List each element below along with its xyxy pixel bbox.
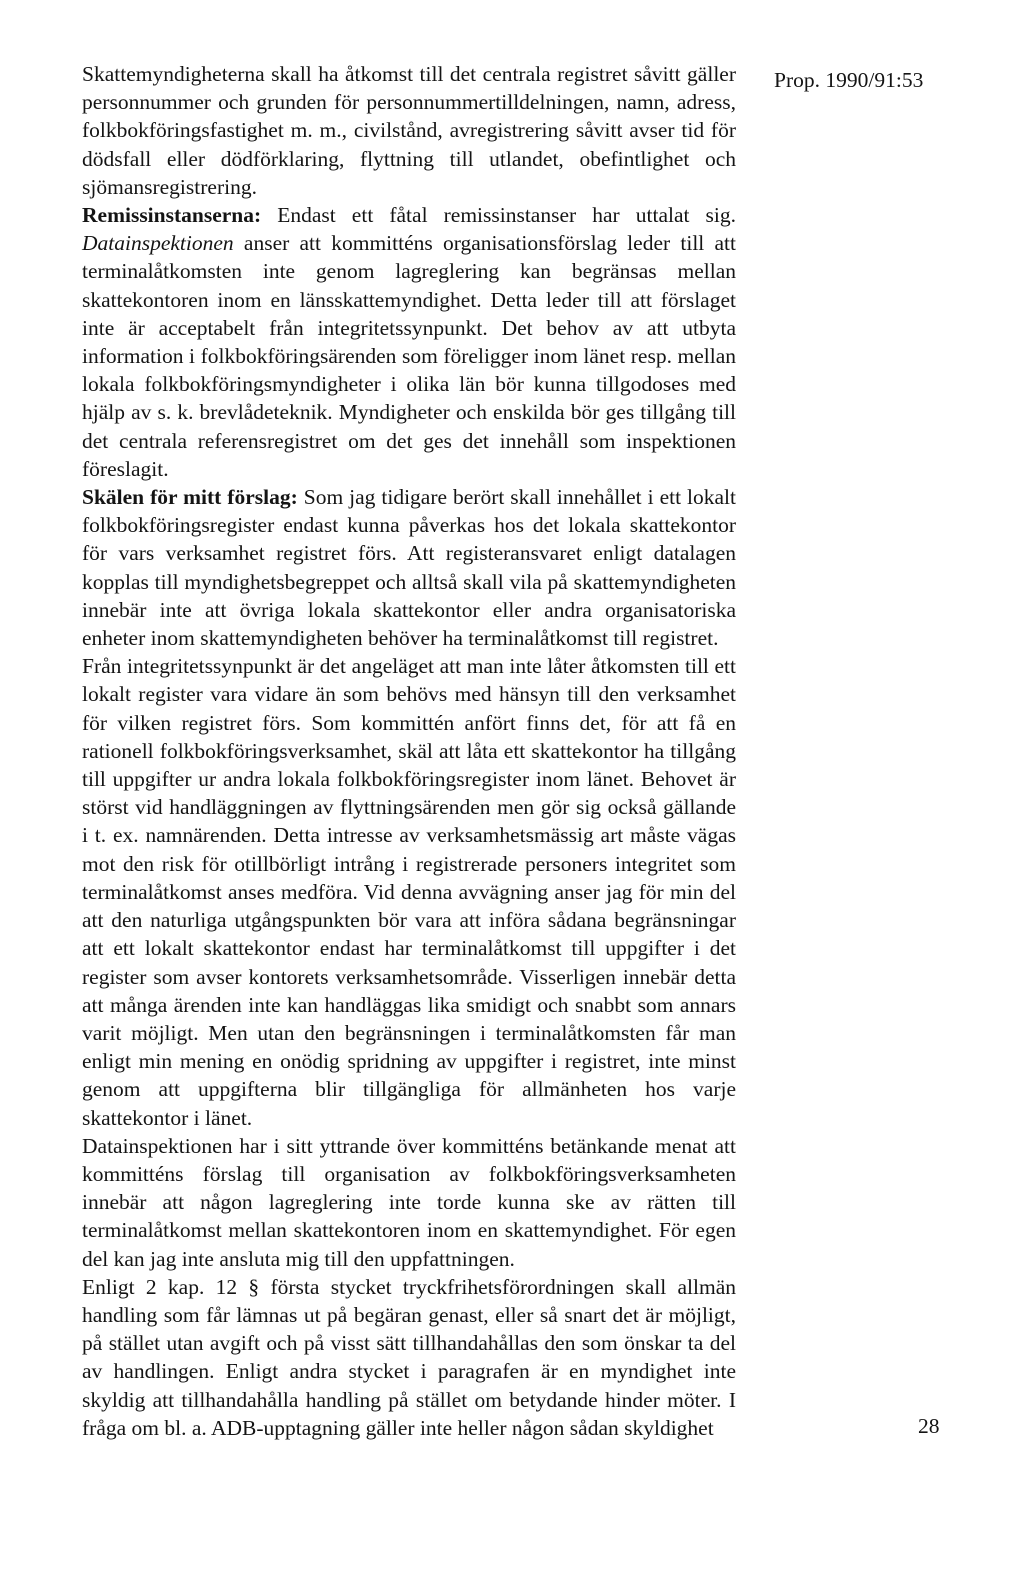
paragraph-lead: Remissinstanserna: bbox=[82, 203, 262, 228]
paragraph-integritet bbox=[82, 652, 736, 1131]
paragraph-text: Endast ett fåtal remissinstanser har uttalat sig. bbox=[261, 203, 736, 228]
paragraph-tryckfrihet bbox=[82, 1273, 736, 1442]
proposition-reference: Prop. 1990/91:53 bbox=[774, 68, 924, 92]
paragraph-text: Datainspektionen har i sitt yttrande över kommitténs betänkande menat att kommitténs förslag till organisation av folkbokföringsverksamheten innebär att någon lagreglering inte torde kunna ske av rätten till terminalåtkomst mellan skattekontoren inom en skattemyndighet. För egen del kan jag inte ansluta mig till den uppfattningen. bbox=[82, 1133, 736, 1271]
page-number: 28 bbox=[918, 1414, 940, 1438]
paragraph-text: Enligt 2 kap. 12 § första stycket tryckfrihetsförordningen skall allmän handling som får lämnas ut på begäran genast, eller så snart det är möjligt, på stället utan avgift och på visst sätt tillhandahållas den som önskar ta del av handlingen. Enligt andra stycket i paragrafen är en myndighet inte skyldig att tillhandahålla handling på stället om betydande hinder möter. I fråga om bl. a. ADB-upptagning gäller inte heller någon sådan skyldighet bbox=[82, 1274, 736, 1440]
paragraph-text: anser att kommitténs organisationsförslag leder till att terminalåtkomsten inte genom lagreglering kan begränsas mellan skattekontoren inom en länsskattemyndighet. Detta leder till att förslaget inte är acceptabelt från integritetssynpunkt. Det behov av att utbyta information i folkbokföringsärenden som föreligger inom länet resp. mellan lokala folkbokföringsmyndigheter i olika län bör kunna tillgodoses med hjälp av s. k. brevlådeteknik. Myndigheter och enskilda bör ges tillgång till det centrala referensregistret om det ges det innehåll som inspektionen föreslagit. bbox=[82, 231, 736, 481]
paragraph-text: Från integritetssynpunkt är det angeläget att man inte låter åtkomsten till ett lokalt register vara vidare än som behövs med hänsyn till den verksamhet för vilken registret förs. Som kommittén anfört finns det, för att få en rationell folkbokföringsverksamhet, skäl att låta ett skattekontor ha tillgång till uppgifter ur andra lokala folkbokföringsregister inom länet. Behovet är störst vid handläggningen av flyttningsärenden men gör sig också gällande i t. ex. namnärenden. Detta intresse av verksamhetsmässig art måste vägas mot den risk för otillbörligt intrång i registrerade personers integritet som terminalåtkomst anses medföra. Vid denna avvägning anser jag för min del att den naturliga utgångspunkten bör vara att införa sådana begränsningar att ett lokalt skattekontor endast har terminalåtkomst till uppgifter i det register som avser kontorets verksamhetsområde. Visserligen innebär detta att många ärenden inte kan handläggas lika smidigt och snabbt som annars varit möjligt. Men utan den begränsningen i terminalåtkomsten får man enligt min mening en onödig spridning av uppgifter i registret, inte minst genom att uppgifterna blir tillgängliga för allmänheten hos varje skattekontor i länet. bbox=[82, 654, 736, 1130]
paragraph-lead: Skälen för mitt förslag: bbox=[82, 485, 298, 510]
paragraph-italic-term: Datainspektionen bbox=[82, 231, 234, 256]
paragraph-register-access bbox=[82, 60, 736, 201]
body-text bbox=[82, 60, 736, 1442]
paragraph-remissinstanserna bbox=[82, 201, 736, 483]
paragraph-text: Som jag tidigare berört skall innehållet i ett lokalt folkbokföringsregister endast kunna påverkas hos det lokala skattekontor för vars verksamhet registret förs. Att registeransvaret enligt datalagen kopplas till myndighetsbegreppet och alltså skall vila på skattemyndigheten innebär inte att övriga lokala skattekontor eller andra organisatoriska enheter inom skattemyndigheten behöver ha terminalåtkomst till registret. bbox=[82, 485, 736, 651]
paragraph-skalen bbox=[82, 483, 736, 652]
paragraph-datainspektionen bbox=[82, 1132, 736, 1273]
paragraph-text: Skattemyndigheterna skall ha åtkomst till det centrala registret såvitt gäller personnummer och grunden för personnummertilldelningen, namn, adress, folkbokföringsfastighet m. m., civilstånd, avregistrering såvitt avser tid för dödsfall eller dödförklaring, flyttning till utlandet, obefintlighet och sjömansregistrering. bbox=[82, 62, 736, 199]
